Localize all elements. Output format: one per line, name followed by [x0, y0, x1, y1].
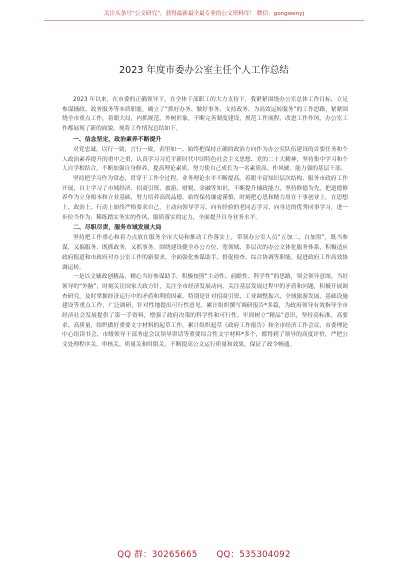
- body-paragraph: 对党忠诚，以行一致，言行一致，表里如一。始终把保持正确的政治方向作为办公室队伍建设的首要任务和个人政治素养提升的重中之重，认真学习习近平新时代中国特色社会主义思想、党的二十大精神，坚持集中学习和个人自学相结合，不断加强自身修养，提高理论素质，努力使自己成长为一名素质高、作风硬、能力强的基层干部。: [62, 146, 348, 173]
- body-paragraph: 坚持把工作重心和着力点放在服务全市大局和推动工作落实上，带领办公室人员“五加二、白加黑”，既当参谋，又搞服务，既抓政务，又抓事务。围绕建设健全办公方位、宽领域、多层次的办公文体化服务体系，积极适应政府报道和市政府对办公室工作的新要求，全面强化参谋助手、督促检查、综合协调等职能，促进政府工作高效协调运转。: [62, 235, 348, 271]
- section-heading: 二、尽职尽责，服务市域发展大局: [73, 225, 162, 232]
- contact-footer: [0, 548, 408, 560]
- promo-banner: 关注头条号“公文研究”，获得最新最全最专业的公文资料库！ 微信：gongwenyj: [44, 10, 364, 21]
- body-paragraph: 坚持把学习作为常态，贯穿于工作全过程，业务理论水平不断提高。着眼丰富知识层次结构、服务市政府工作开展，自主学习了市域经济、招商引资、旅游、财税、金融等知识，不断提升辅政能力，坚持修德为先，把道德修养作为立身根本和立业基础，努力培养高尚品德，始终保持谦虚谨慎，时刻把心思和精力用在干事创业上。在思想上、政治上、行动上始终严格要求自己，主动向领导学习、向有经验的老同志学习、向身边的优秀同事学习，进一步拉当作为，稀练踏实务实的作风，服质落实的定力，全面提升自身业务水平。: [62, 175, 348, 221]
- section-heading: 一、信念坚定，政治素养不断提升: [73, 136, 162, 143]
- qq-contact-text: QQ：535304092: [216, 550, 291, 560]
- document-body: [62, 96, 348, 351]
- body-paragraph: 一是以文辅政创精品，精心当好参谋助手。积极按照“主动性、前瞻性、科学性”的思路，领会领导意图，当好领导的“外脑”，时刻关注国家大政方针，关注全市经济发展动向、关注基层发展过程中的矛盾和问题，积极开展调查研究，及时掌握经济运行中的矛盾和利的因素，特别是针对招商引资、工业调整振兴、全域旅游发展、基础设施建设等重点工作，广泛调研，针对性地提出可行性意见。累计组织撰写调研报告*多篇，为政府领导有效指导全市经济社会发展提供了第一手资料，增强了政府决策的科学性和可行性。牢固树立“精品”意识，坚持高标准、高要求、高质量，组织做好重要文字材料的起草工作。累计组织起草《政府工作报告》和全市经济工作会议、市委理论中心组读书会、市级领导干部务虚会议领导讲话等重要综合性文字材料*多个，都得到了领导的高度评价，严把公文处理程序关、审核关、质量关和时限关，不断提高公文运行质量和效果，保证了政令畅通。: [62, 274, 348, 349]
- document-title: 2023 年度市委办公室主任个人工作总结: [119, 65, 289, 76]
- intro-paragraph: 2023 年以来，在市委的正确领导下，在全体干部职工的大力支持下，我紧紧围绕办公室总体工作目标，立足参谋辅政、政务服务等本质职能，确立了“抓好办务、做好事务、支持政务、为高效运转服务”的工作思路，紧紧围绕全市重点工作，着眼大局，内抓规范，外树形象，不断完善制度建设，规范工作流程，改进工作作风，办公室工作都展现了新的面貌。现将工作情况总结如下。: [62, 97, 348, 133]
- qq-group-text: QQ 群：30265665: [117, 550, 198, 560]
